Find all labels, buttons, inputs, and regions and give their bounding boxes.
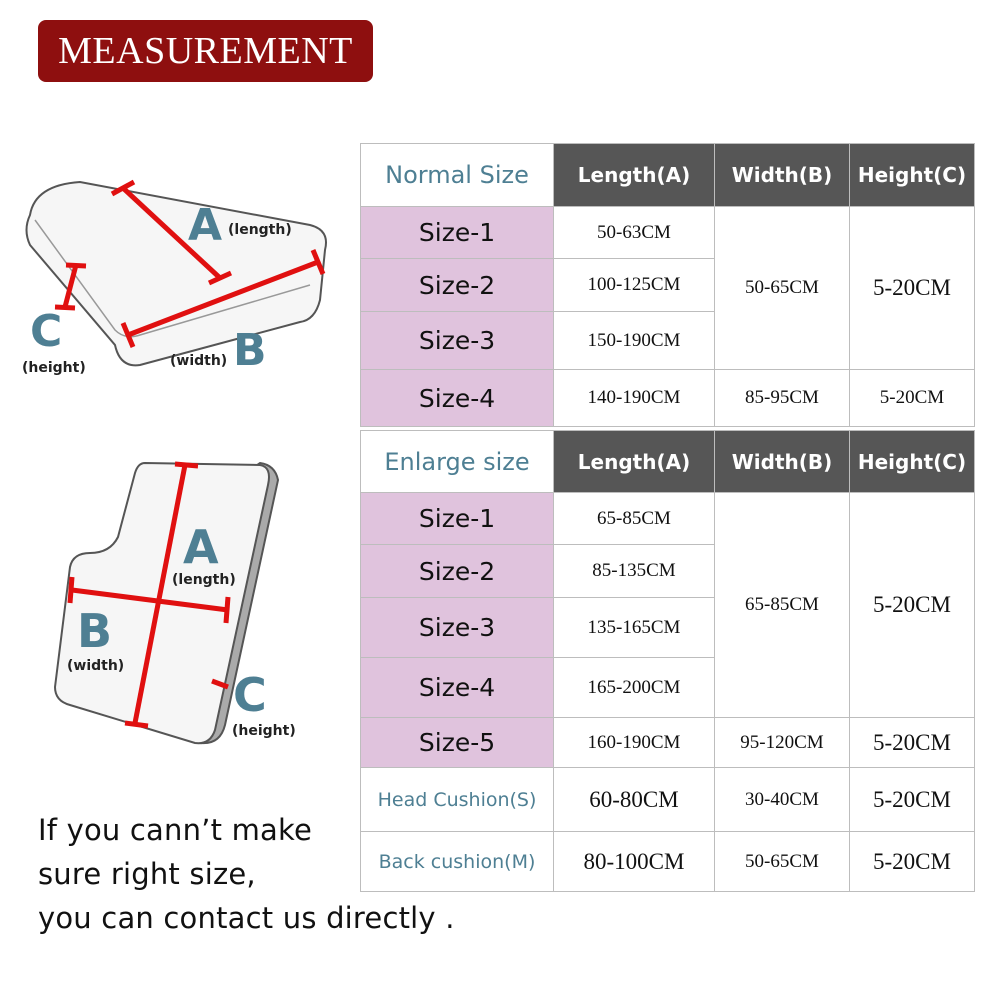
seat-cushion-diagram	[20, 170, 340, 380]
enlarge-size-table	[360, 430, 975, 892]
height-cell: 5-20CM	[850, 718, 975, 768]
cushion-name-cell: Head Cushion(S)	[361, 768, 554, 832]
length-cell: 85-135CM	[554, 545, 715, 598]
size-cell: Size-3	[361, 598, 554, 658]
table-row	[361, 493, 975, 545]
chaise-cushion-diagram	[50, 455, 310, 750]
col-length-header: Length(A)	[554, 431, 715, 493]
length-cell: 60-80CM	[554, 768, 715, 832]
note-line-1: If you cann’t make	[38, 813, 312, 847]
height-cell: 5-20CM	[850, 768, 975, 832]
shared-height-cell: 5-20CM	[850, 493, 975, 718]
table-row	[361, 768, 975, 832]
col-length-header: Length(A)	[554, 144, 715, 207]
height-cell: 5-20CM	[850, 832, 975, 892]
measurement-banner	[38, 20, 373, 82]
enlarge-size-label: Enlarge size	[361, 431, 554, 493]
size-cell: Size-3	[361, 312, 554, 370]
normal-size-table	[360, 143, 975, 427]
label-b-letter: B	[233, 325, 267, 376]
size-cell: Size-1	[361, 493, 554, 545]
width-cell: 50-65CM	[715, 832, 850, 892]
length-cell: 100-125CM	[554, 259, 715, 312]
length-cell: 65-85CM	[554, 493, 715, 545]
label-a-word: (length)	[228, 222, 292, 238]
width-cell: 85-95CM	[715, 370, 850, 427]
col-height-header: Height(C)	[850, 431, 975, 493]
size-cell: Size-5	[361, 718, 554, 768]
size-cell: Size-2	[361, 545, 554, 598]
height-cell: 5-20CM	[850, 370, 975, 427]
shared-width-cell: 65-85CM	[715, 493, 850, 718]
label-b-word: (width)	[67, 658, 125, 674]
cushion-name-cell: Back cushion(M)	[361, 832, 554, 892]
label-c-word: (height)	[22, 360, 86, 376]
col-width-header: Width(B)	[715, 144, 850, 207]
banner-title: MEASUREMENT	[58, 30, 353, 72]
length-cell: 135-165CM	[554, 598, 715, 658]
table-row	[361, 718, 975, 768]
size-cell: Size-2	[361, 259, 554, 312]
label-c-letter: C	[233, 668, 267, 722]
shared-width-cell: 50-65CM	[715, 207, 850, 370]
size-cell: Size-1	[361, 207, 554, 259]
size-cell: Size-4	[361, 370, 554, 427]
col-height-header: Height(C)	[850, 144, 975, 207]
label-c-word: (height)	[232, 723, 296, 739]
size-chart	[360, 143, 975, 893]
table-row	[361, 207, 975, 259]
label-a-letter: A	[183, 520, 219, 574]
table-row	[361, 832, 975, 892]
label-a-letter: A	[188, 200, 223, 251]
note-line-2: sure right size,	[38, 857, 256, 891]
size-cell: Size-4	[361, 658, 554, 718]
label-c-letter: C	[30, 306, 63, 357]
label-b-letter: B	[77, 604, 113, 658]
note-line-3: you can contact us directly .	[38, 901, 455, 935]
length-cell: 50-63CM	[554, 207, 715, 259]
length-cell: 80-100CM	[554, 832, 715, 892]
length-cell: 150-190CM	[554, 312, 715, 370]
table-row	[361, 370, 975, 427]
width-cell: 95-120CM	[715, 718, 850, 768]
length-cell: 165-200CM	[554, 658, 715, 718]
length-cell: 140-190CM	[554, 370, 715, 427]
normal-size-label: Normal Size	[361, 144, 554, 207]
width-cell: 30-40CM	[715, 768, 850, 832]
label-b-word: (width)	[170, 353, 228, 369]
shared-height-cell: 5-20CM	[850, 207, 975, 370]
col-width-header: Width(B)	[715, 431, 850, 493]
length-cell: 160-190CM	[554, 718, 715, 768]
label-a-word: (length)	[172, 572, 236, 588]
